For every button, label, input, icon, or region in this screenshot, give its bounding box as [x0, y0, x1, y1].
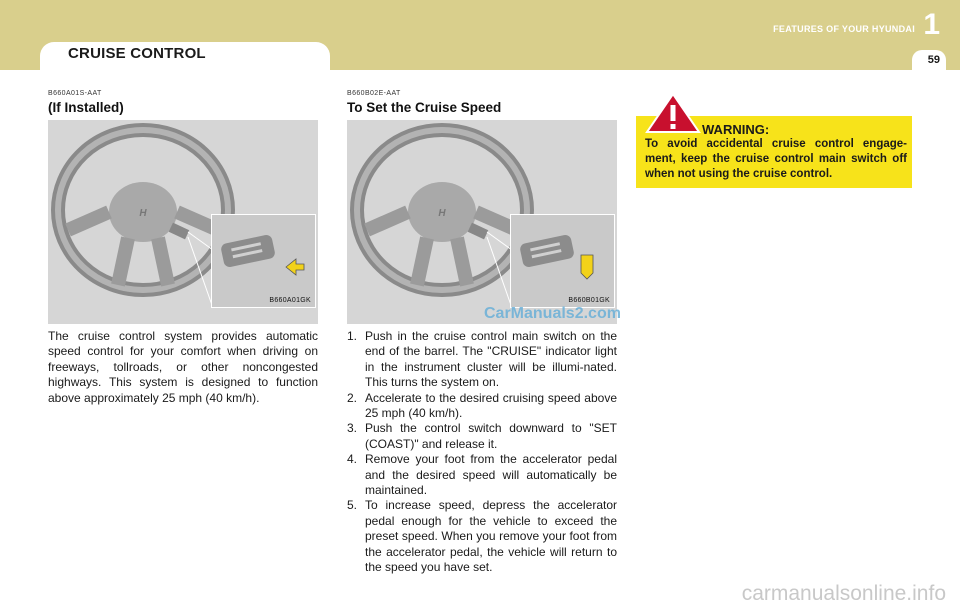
chapter-label: FEATURES OF YOUR HYUNDAI [773, 24, 915, 34]
section-code: B660B02E-AAT [347, 90, 401, 97]
step-text: To increase speed, depress the accelerator pedal enough for the vehicle to exceed the preset speed. When you remove your foot from the accelerator pedal, the vehicle will return to the speed you have set. [365, 498, 617, 575]
subheading: To Set the Cruise Speed [347, 100, 502, 115]
steps-list [347, 329, 617, 576]
list-item [347, 391, 617, 422]
steering-wheel-photo [48, 120, 318, 324]
section-title: CRUISE CONTROL [68, 45, 206, 62]
list-item [347, 329, 617, 391]
watermark-text: CarManuals2.com [484, 305, 621, 322]
cruise-switch-inset [211, 214, 316, 308]
chapter-number: 1 [923, 8, 940, 41]
cruise-switch-icon [511, 215, 614, 307]
warning-triangle-icon [645, 92, 701, 134]
cruise-switch-icon [212, 215, 315, 307]
warning-title: WARNING: [702, 122, 770, 137]
step-text: Remove your foot from the accelerator pedal and the desired speed will automatically be maintained. [365, 452, 617, 498]
steering-wheel-photo [347, 120, 617, 324]
figure-caption: B660A01GK [269, 297, 311, 304]
section-code: B660A01S-AAT [48, 90, 102, 97]
warning-text: To avoid accidental cruise control engage-ment, keep the cruise control main switch off when not using the cruise control. [645, 138, 907, 180]
step-number: 3. [347, 421, 358, 436]
svg-text:H: H [438, 208, 446, 219]
footer-watermark: carmanualsonline.info [741, 582, 946, 605]
step-text: Push in the cruise control main switch on the end of the barrel. The "CRUISE" indicator light in the instrument cluster will be illumi-nated. This turns the system on. [365, 329, 617, 390]
page-number: 59 [927, 54, 940, 66]
step-text: Accelerate to the desired cruising speed above 25 mph (40 km/h). [365, 390, 617, 421]
step-number: 5. [347, 498, 358, 513]
step-number: 1. [347, 329, 358, 343]
push-down-arrow-icon [581, 255, 593, 279]
figure-caption: B660B01GK [568, 297, 610, 304]
step-number: 2. [347, 390, 358, 405]
cruise-switch-inset [510, 214, 615, 308]
intro-paragraph: The cruise control system provides automatic speed control for your comfort when driving on freeways, tollroads, or other noncongested highways. This system is designed to function above approximately 25 mph (40 km/h). [48, 329, 318, 405]
list-item [347, 421, 617, 452]
subheading: (If Installed) [48, 100, 124, 115]
step-number: 4. [347, 452, 358, 467]
list-item [347, 452, 617, 498]
step-text: Push the control switch downward to "SET (COAST)" and release it. [365, 421, 617, 451]
svg-text:H: H [139, 208, 147, 219]
list-item [347, 498, 617, 575]
